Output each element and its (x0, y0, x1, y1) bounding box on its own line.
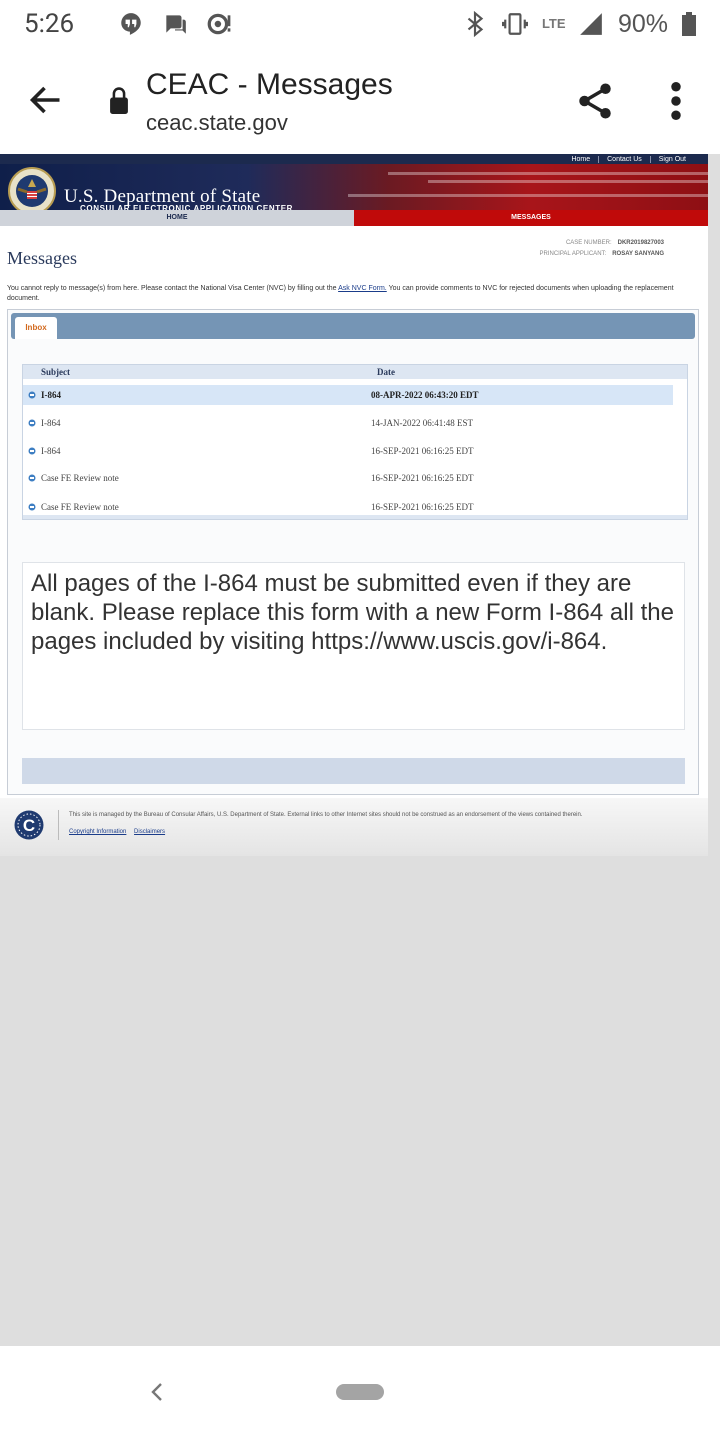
tab-home[interactable]: HOME (0, 210, 354, 226)
reply-notice (7, 284, 687, 304)
network-type: LTE (541, 16, 566, 31)
battery-percent: 90% (617, 9, 668, 38)
hangouts-icon (118, 11, 144, 37)
svg-text:C: C (22, 816, 36, 835)
tab-inbox[interactable]: Inbox (15, 317, 57, 339)
home-pill-icon[interactable] (336, 1384, 384, 1400)
browser-toolbar (0, 48, 720, 154)
message-body: All pages of the I-864 must be submitted even if they are blank. Please replace this form with a new Form I-864 all the pages included by visiting https://www.uscis.gov/i-864. (22, 562, 685, 730)
share-icon[interactable] (574, 80, 616, 122)
message-date: 14-JAN-2022 06:41:48 EST (371, 418, 473, 428)
column-subject: Subject (41, 367, 70, 377)
web-content (0, 154, 708, 798)
table-row[interactable] (23, 497, 673, 517)
panel-bottom-bar (22, 758, 685, 784)
department-name: U.S. Department of State (64, 186, 261, 207)
message-subject: I-864 (41, 446, 61, 456)
state-department-seal-icon (8, 167, 56, 210)
signal-icon (578, 11, 604, 37)
bluetooth-icon (462, 11, 488, 37)
messages-icon (162, 11, 188, 37)
lock-icon[interactable] (108, 86, 130, 114)
home-link[interactable]: Home (571, 155, 591, 163)
footer-links (69, 829, 171, 835)
back-arrow-icon[interactable] (28, 82, 64, 118)
sign-out-link[interactable]: Sign Out (650, 156, 694, 163)
sync-alert-icon (206, 11, 232, 37)
site-banner (0, 164, 708, 210)
disclaimers-link[interactable]: Disclaimers (134, 829, 166, 835)
consular-affairs-logo-icon (14, 810, 44, 840)
status-time: 5:26 (24, 9, 75, 39)
page-url[interactable]: ceac.state.gov (146, 110, 288, 135)
battery-icon (682, 12, 696, 36)
more-options-icon[interactable] (668, 82, 684, 120)
footer-text: This site is managed by the Bureau of Consular Affairs, U.S. Department of State. External links to other Internet sites should not be construed as an endorsement of the views contained therein. (69, 812, 583, 818)
table-row[interactable] (23, 385, 673, 405)
table-header (23, 365, 687, 379)
top-links (0, 154, 708, 164)
messages-table (22, 364, 688, 520)
messages-heading: Messages (7, 248, 77, 268)
column-date: Date (377, 367, 395, 377)
applicant-name: ROSAY SANYANG (612, 251, 664, 257)
case-number-label: CASE NUMBER: (565, 240, 612, 246)
notice-text-before: You cannot reply to message(s) from here. Please contact the National Visa Center (NVC) by filling out the (7, 285, 339, 292)
inbox-tab-bar (11, 313, 695, 339)
tab-messages[interactable]: MESSAGES (354, 210, 708, 226)
message-subject: Case FE Review note (41, 502, 119, 512)
nav-back-icon[interactable] (150, 1382, 164, 1402)
message-icon (28, 447, 36, 455)
site-footer (0, 798, 708, 856)
case-info (540, 238, 665, 260)
message-icon (28, 419, 36, 427)
status-bar (0, 0, 720, 48)
inbox-panel (7, 309, 699, 795)
message-date: 08-APR-2022 06:43:20 EDT (371, 390, 479, 400)
table-footer (23, 515, 687, 519)
page-title: CEAC - Messages (146, 68, 393, 101)
table-row[interactable] (23, 468, 673, 488)
message-subject: I-864 (41, 390, 61, 400)
table-row[interactable] (23, 413, 673, 433)
copyright-link[interactable]: Copyright Information (69, 829, 127, 835)
message-subject: I-864 (41, 418, 61, 428)
system-nav-bar (0, 1346, 720, 1440)
vibrate-icon (502, 11, 528, 37)
message-icon (28, 503, 36, 511)
message-date: 16-SEP-2021 06:16:25 EDT (371, 446, 474, 456)
table-row[interactable] (23, 441, 673, 461)
footer-divider (58, 810, 59, 840)
message-subject: Case FE Review note (41, 473, 119, 483)
message-date: 16-SEP-2021 06:16:25 EDT (371, 502, 474, 512)
message-icon (28, 391, 36, 399)
applicant-label: PRINCIPAL APPLICANT: (539, 251, 607, 257)
ask-nvc-form-link[interactable]: Ask NVC Form. (338, 285, 387, 292)
main-tabs (0, 210, 708, 226)
message-icon (28, 474, 36, 482)
contact-us-link[interactable]: Contact Us (598, 156, 650, 163)
case-number: DKR2019827003 (617, 240, 664, 246)
ceac-name: CONSULAR ELECTRONIC APPLICATION CENTER (80, 204, 294, 210)
message-date: 16-SEP-2021 06:16:25 EDT (371, 473, 474, 483)
notice-text-after: You can provide comments to NVC for rejected documents when uploading the replacement document. (7, 285, 674, 302)
